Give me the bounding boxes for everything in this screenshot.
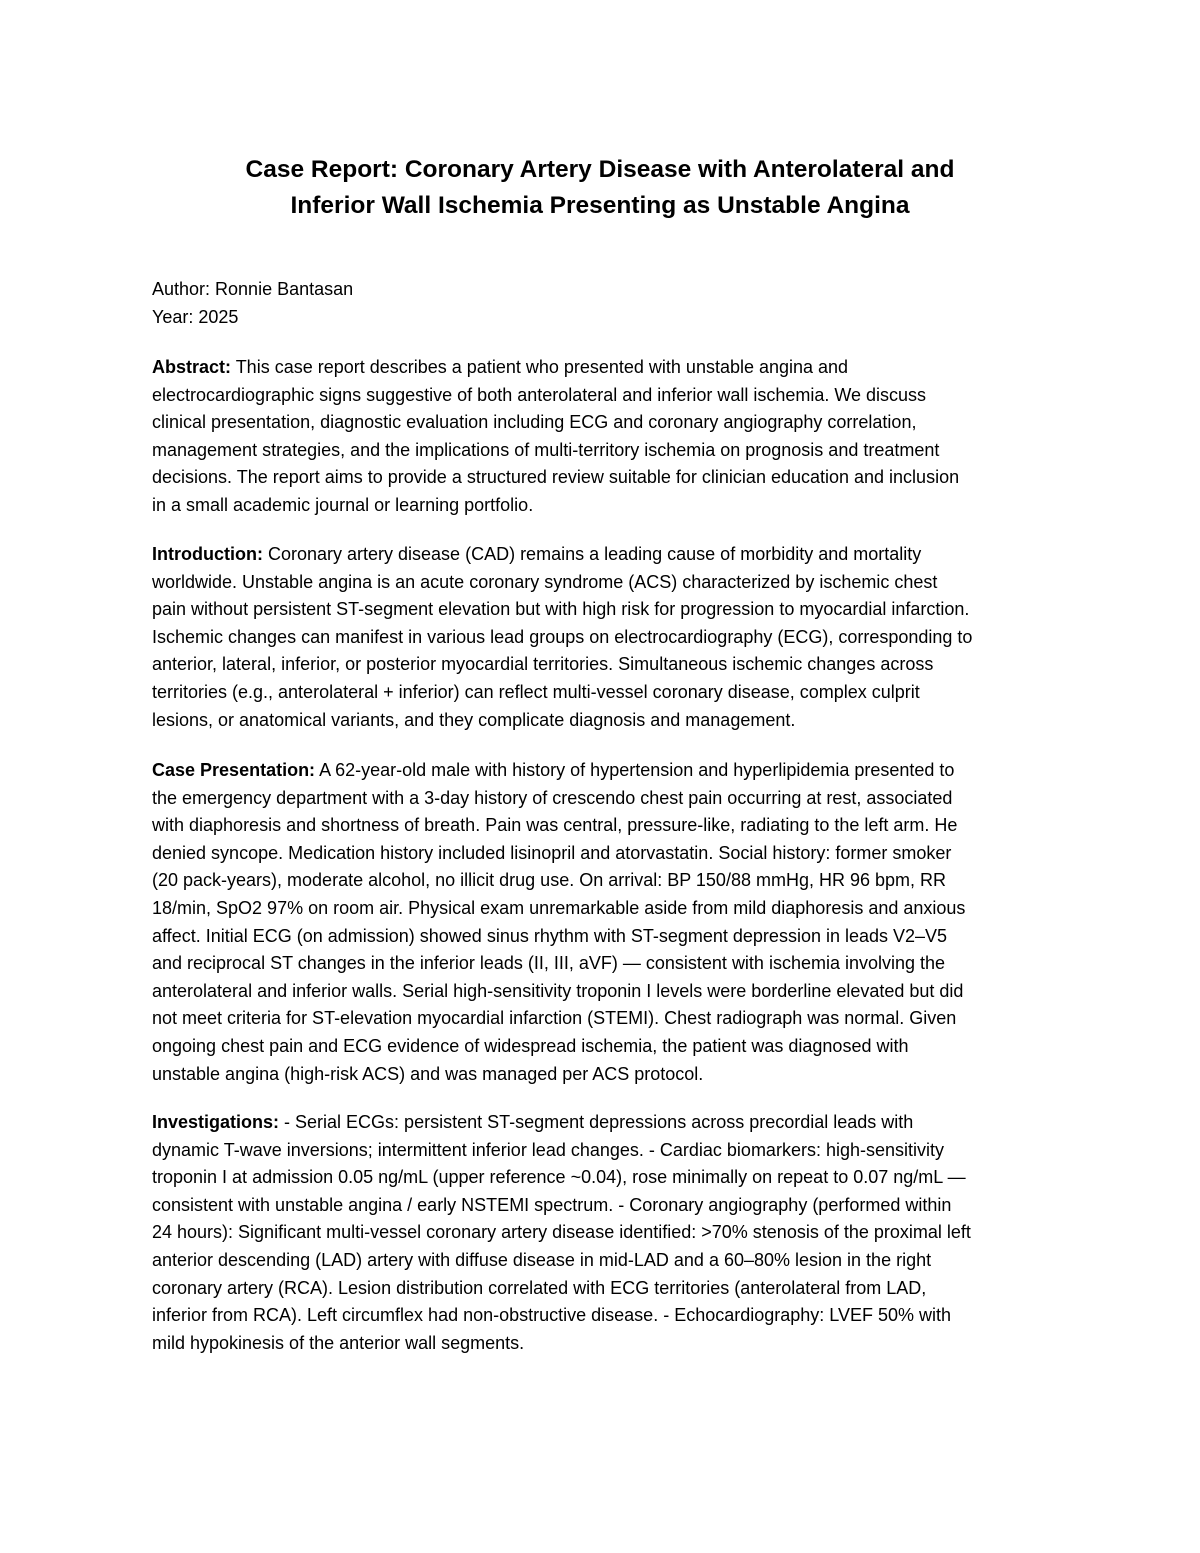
paragraph-line: worldwide. Unstable angina is an acute coronary syndrome (ACS) characterized by ischemic chest — [152, 571, 938, 592]
section-heading-abstract: Abstract: — [152, 357, 232, 377]
case-presentation-section — [152, 757, 1052, 1088]
paragraph-line: decisions. The report aims to provide a structured review suitable for clinician education and inclusion — [152, 467, 960, 488]
paragraph-line: anterior, lateral, inferior, or posterior myocardial territories. Simultaneous ischemic changes across — [152, 654, 934, 675]
section-heading-introduction: Introduction: — [152, 544, 263, 564]
investigations-section — [152, 1109, 1052, 1357]
paragraph-line: Abstract: This case report describes a patient who presented with unstable angina and — [152, 357, 849, 377]
paragraph-line: in a small academic journal or learning portfolio. — [152, 494, 534, 515]
paragraph-line: 18/min, SpO2 97% on room air. Physical exam unremarkable aside from mild diaphoresis and anxious — [152, 897, 966, 918]
paragraph-line: troponin I at admission 0.05 ng/mL (upper reference ~0.04), rose minimally on repeat to 0.07 ng/mL — — [152, 1167, 966, 1188]
paragraph-line: Ischemic changes can manifest in various lead groups on electrocardiography (ECG), corresponding to — [152, 626, 973, 647]
paragraph-line: unstable angina (high-risk ACS) and was managed per ACS protocol. — [152, 1063, 704, 1084]
introduction-section — [152, 541, 1052, 734]
paragraph-line: anterior descending (LAD) artery with diffuse disease in mid-LAD and a 60–80% lesion in the right — [152, 1249, 932, 1270]
paragraph-line: anterolateral and inferior walls. Serial high-sensitivity troponin I levels were borderline elevated but did — [152, 980, 964, 1001]
paragraph-line: pain without persistent ST-segment elevation but with high risk for progression to myocardial infarction. — [152, 599, 970, 620]
paragraph-line: not meet criteria for ST-elevation myocardial infarction (STEMI). Chest radiograph was normal. Given — [152, 1008, 957, 1029]
paragraph-line: ongoing chest pain and ECG evidence of widespread ischemia, the patient was diagnosed with — [152, 1035, 909, 1056]
paragraph-line: coronary artery (RCA). Lesion distribution correlated with ECG territories (anterolateral from LAD, — [152, 1277, 927, 1298]
paragraph-line: mild hypokinesis of the anterior wall segments. — [152, 1332, 525, 1353]
section-heading-case-presentation: Case Presentation: — [152, 760, 316, 780]
abstract-section — [152, 354, 1052, 520]
document-title — [152, 152, 1048, 224]
paragraph-line: with diaphoresis and shortness of breath. Pain was central, pressure-like, radiating to the left arm. He — [152, 815, 958, 836]
paragraph-line: inferior from RCA). Left circumflex had non-obstructive disease. - Echocardiography: LVEF 50% with — [152, 1305, 952, 1326]
author-line: Author: Ronnie Bantasan — [152, 279, 354, 299]
paragraph-line: Investigations: - Serial ECGs: persistent ST-segment depressions across precordial leads with — [152, 1112, 914, 1132]
paragraph-line: lesions, or anatomical variants, and they complicate diagnosis and management. — [152, 709, 796, 730]
section-heading-investigations: Investigations: — [152, 1112, 280, 1132]
paragraph-line: dynamic T-wave inversions; intermittent inferior lead changes. - Cardiac biomarkers: high-sensitivity — [152, 1139, 944, 1160]
paragraph-line: and reciprocal ST changes in the inferior leads (II, III, aVF) — consistent with ischemia involving the — [152, 953, 946, 974]
document-meta — [152, 275, 353, 331]
paragraph-line: (20 pack-years), moderate alcohol, no illicit drug use. On arrival: BP 150/88 mmHg, HR 96 bpm, RR — [152, 870, 947, 891]
paragraph-line: Case Presentation: A 62-year-old male with history of hypertension and hyperlipidemia presented to — [152, 760, 955, 780]
year-line: Year: 2025 — [152, 307, 239, 327]
paragraph-line: the emergency department with a 3-day history of crescendo chest pain occurring at rest, associated — [152, 787, 953, 808]
paragraph-line: affect. Initial ECG (on admission) showed sinus rhythm with ST-segment depression in leads V2–V5 — [152, 925, 948, 946]
paragraph-line: Introduction: Coronary artery disease (CAD) remains a leading cause of morbidity and mortality — [152, 544, 922, 564]
paragraph-line: consistent with unstable angina / early NSTEMI spectrum. - Coronary angiography (performed within — [152, 1194, 952, 1215]
paragraph-line: 24 hours): Significant multi-vessel coronary artery disease identified: >70% stenosis of the proximal left — [152, 1222, 971, 1243]
paragraph-line: denied syncope. Medication history included lisinopril and atorvastatin. Social history: former smoker — [152, 842, 952, 863]
paragraph-line: clinical presentation, diagnostic evaluation including ECG and coronary angiography correlation, — [152, 412, 917, 433]
title-line-2: Inferior Wall Ischemia Presenting as Unstable Angina — [290, 192, 910, 219]
paragraph-line: management strategies, and the implications of multi-territory ischemia on prognosis and treatment — [152, 439, 940, 460]
paragraph-line: electrocardiographic signs suggestive of both anterolateral and inferior wall ischemia. We discuss — [152, 384, 927, 405]
title-line-1: Case Report: Coronary Artery Disease with Anterolateral and — [245, 156, 955, 183]
paragraph-line: territories (e.g., anterolateral + inferior) can reflect multi-vessel coronary disease, complex culprit — [152, 681, 920, 702]
